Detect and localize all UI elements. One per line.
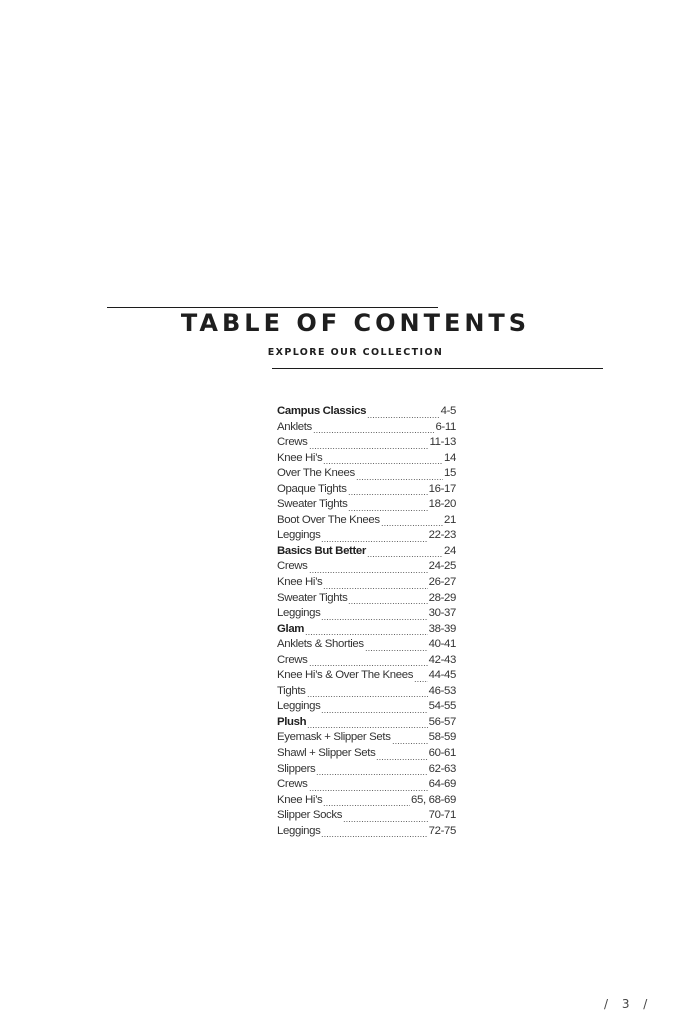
- page-subtitle: EXPLORE OUR COLLECTION: [267, 347, 444, 358]
- bottom-divider-rule: [272, 368, 603, 369]
- dot-leader: [313, 432, 435, 433]
- toc-entry-pages: 56-57: [428, 715, 456, 728]
- toc-entry-pages: 30-37: [428, 607, 456, 620]
- dot-leader: [367, 417, 439, 418]
- dot-leader: [414, 681, 428, 682]
- toc-entry-label: Knee Hi’s & Over The Knees: [277, 669, 414, 682]
- toc-entry: [277, 467, 456, 483]
- toc-entry-label: Shawl + Slipper Sets: [277, 747, 376, 760]
- toc-entry-pages: 44-45: [428, 669, 456, 682]
- dot-leader: [309, 665, 428, 666]
- toc-entry-label: Slipper Socks: [277, 809, 343, 822]
- toc-entry: [277, 685, 456, 701]
- dot-leader: [323, 588, 427, 589]
- toc-entry-label: Crews: [277, 653, 308, 666]
- toc-entry-label: Boot Over The Knees: [277, 513, 380, 526]
- dot-leader: [381, 525, 443, 526]
- toc-entry-label: Glam: [277, 622, 305, 635]
- dot-leader: [348, 494, 428, 495]
- dot-leader: [343, 821, 428, 822]
- toc-entry: [277, 576, 456, 592]
- toc-entry-pages: 24-25: [428, 560, 456, 573]
- toc-entry: [277, 747, 456, 763]
- toc-entry: [277, 560, 456, 576]
- toc-entry-label: Sweater Tights: [277, 591, 348, 604]
- dot-leader: [316, 774, 427, 775]
- toc-entry-pages: 6-11: [435, 420, 456, 433]
- toc-entry-label: Sweater Tights: [277, 498, 348, 511]
- toc-entry-pages: 24: [444, 544, 456, 557]
- toc-entry-pages: 26-27: [428, 576, 456, 589]
- dot-leader: [348, 510, 427, 511]
- toc-section-heading: [277, 545, 456, 561]
- toc-entry-pages: 72-75: [428, 824, 456, 837]
- toc-entry-label: Crews: [277, 778, 308, 791]
- toc-entry-pages: 65, 68-69: [411, 793, 456, 806]
- toc-entry-pages: 46-53: [428, 684, 456, 697]
- toc-entry: [277, 421, 456, 437]
- dot-leader: [309, 790, 428, 791]
- toc-entry: [277, 607, 456, 623]
- toc-entry-label: Crews: [277, 560, 308, 573]
- toc-entry-pages: 70-71: [428, 809, 456, 822]
- top-divider-rule: [107, 307, 438, 308]
- table-of-contents-list: [277, 405, 456, 840]
- toc-entry: [277, 825, 456, 841]
- toc-entry-label: Basics But Better: [277, 544, 367, 557]
- toc-entry-pages: 60-61: [428, 747, 456, 760]
- dot-leader: [323, 805, 410, 806]
- toc-entry: [277, 638, 456, 654]
- dot-leader: [365, 650, 428, 651]
- toc-entry: [277, 592, 456, 608]
- toc-entry-label: Tights: [277, 684, 306, 697]
- toc-entry-label: Leggings: [277, 607, 321, 620]
- toc-entry-label: Leggings: [277, 529, 321, 542]
- toc-entry: [277, 809, 456, 825]
- toc-entry-pages: 54-55: [428, 700, 456, 713]
- dot-leader: [321, 541, 427, 542]
- toc-entry-pages: 38-39: [428, 622, 456, 635]
- toc-entry-pages: 40-41: [428, 638, 456, 651]
- toc-entry-label: Anklets: [277, 420, 312, 433]
- toc-entry: [277, 514, 456, 530]
- toc-entry: [277, 794, 456, 810]
- toc-entry-pages: 11-13: [429, 436, 456, 449]
- dot-leader: [376, 759, 427, 760]
- toc-entry-label: Knee Hi’s: [277, 576, 323, 589]
- dot-leader: [307, 696, 428, 697]
- dot-leader: [367, 556, 443, 557]
- toc-entry-label: Anklets & Shorties: [277, 638, 364, 651]
- toc-entry: [277, 700, 456, 716]
- toc-section-heading: [277, 623, 456, 639]
- toc-section-heading: [277, 405, 456, 421]
- toc-entry-pages: 18-20: [428, 498, 456, 511]
- toc-entry-pages: 14: [444, 451, 456, 464]
- toc-entry-pages: 42-43: [428, 653, 456, 666]
- toc-entry-pages: 28-29: [428, 591, 456, 604]
- toc-entry-pages: 64-69: [428, 778, 456, 791]
- toc-entry-label: Over The Knees: [277, 467, 355, 480]
- toc-entry: [277, 778, 456, 794]
- toc-entry-label: Plush: [277, 715, 307, 728]
- toc-entry: [277, 498, 456, 514]
- toc-entry-label: Leggings: [277, 824, 321, 837]
- dot-leader: [323, 463, 443, 464]
- toc-entry-label: Slippers: [277, 762, 316, 775]
- dot-leader: [348, 603, 427, 604]
- toc-entry-label: Knee Hi’s: [277, 793, 323, 806]
- page-title: TABLE OF CONTENTS: [180, 309, 531, 337]
- toc-entry: [277, 669, 456, 685]
- toc-entry: [277, 731, 456, 747]
- toc-entry: [277, 436, 456, 452]
- dot-leader: [305, 634, 428, 635]
- toc-entry-pages: 4-5: [440, 405, 456, 417]
- toc-entry: [277, 529, 456, 545]
- dot-leader: [321, 619, 427, 620]
- toc-entry-pages: 58-59: [428, 731, 456, 744]
- toc-entry-pages: 22-23: [428, 529, 456, 542]
- toc-entry-pages: 15: [444, 467, 456, 480]
- toc-entry-label: Eyemask + Slipper Sets: [277, 731, 391, 744]
- dot-leader: [309, 448, 429, 449]
- dot-leader: [321, 712, 427, 713]
- dot-leader: [307, 727, 427, 728]
- dot-leader: [321, 836, 427, 837]
- dot-leader: [392, 743, 428, 744]
- toc-entry: [277, 452, 456, 468]
- toc-entry-pages: 21: [444, 513, 456, 526]
- toc-entry-label: Campus Classics: [277, 405, 367, 417]
- toc-entry: [277, 763, 456, 779]
- toc-entry-label: Leggings: [277, 700, 321, 713]
- page-number: / 3 /: [604, 997, 653, 1011]
- toc-entry: [277, 483, 456, 499]
- toc-entry-pages: 16-17: [428, 482, 456, 495]
- toc-entry-label: Knee Hi’s: [277, 451, 323, 464]
- toc-entry-label: Crews: [277, 436, 308, 449]
- dot-leader: [309, 572, 428, 573]
- toc-entry-pages: 62-63: [428, 762, 456, 775]
- toc-entry: [277, 654, 456, 670]
- dot-leader: [356, 479, 443, 480]
- toc-entry-label: Opaque Tights: [277, 482, 347, 495]
- toc-section-heading: [277, 716, 456, 732]
